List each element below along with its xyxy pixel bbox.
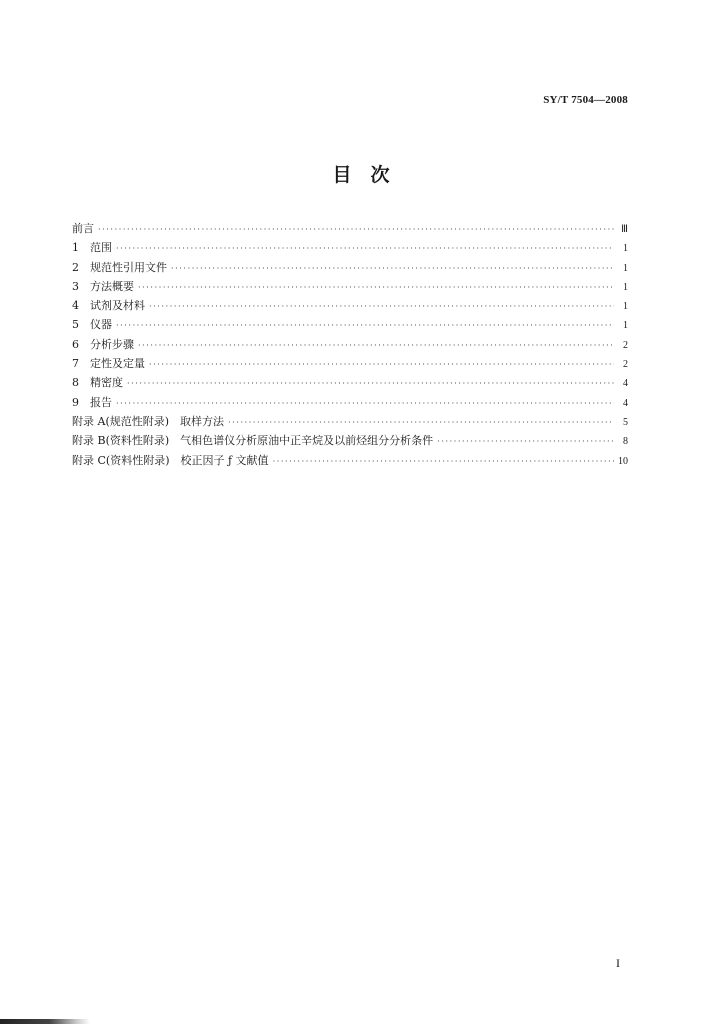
toc-entry-foreword[interactable] — [72, 220, 628, 239]
toc-leader-dots — [149, 360, 614, 369]
toc-entry-page: 2 — [623, 339, 628, 351]
toc-entry-label: 8 精密度 — [72, 376, 123, 390]
toc-entry-label: 7 定性及定量 — [72, 357, 145, 371]
toc-leader-dots — [228, 418, 614, 427]
toc-entry-page: 1 — [623, 320, 628, 332]
toc-entry-page: 1 — [623, 262, 628, 274]
toc-entry-precision[interactable] — [72, 374, 628, 393]
toc-entry-appendix-a[interactable] — [72, 413, 628, 432]
toc-entry-apparatus[interactable] — [72, 316, 628, 335]
toc-entry-page: Ⅲ — [621, 224, 628, 235]
toc-entry-label: 前言 — [72, 222, 94, 235]
toc-entry-reagents[interactable] — [72, 297, 628, 316]
toc-entry-label: 9 报告 — [72, 395, 112, 409]
toc-leader-dots — [116, 321, 614, 330]
toc-entry-page: 4 — [623, 397, 628, 409]
toc-leader-dots — [171, 264, 614, 273]
toc-leader-dots — [116, 244, 614, 253]
toc-entry-page: 1 — [623, 301, 628, 313]
toc-leader-dots — [127, 379, 614, 388]
toc-leader-dots — [138, 283, 614, 292]
toc-entry-label: 5 仪器 — [72, 318, 112, 332]
toc-entry-label: 4 试剂及材料 — [72, 299, 145, 313]
standard-code: SY/T 7504—2008 — [543, 94, 628, 106]
toc-entry-label: 2 规范性引用文件 — [72, 260, 167, 274]
page-number: I — [616, 956, 620, 970]
toc-entry-page: 1 — [623, 243, 628, 255]
toc-leader-dots — [116, 399, 614, 408]
toc-entry-method-summary[interactable] — [72, 278, 628, 297]
toc-entry-report[interactable] — [72, 394, 628, 413]
toc-entry-page: 10 — [618, 455, 628, 467]
toc-leader-dots — [273, 457, 614, 466]
toc-entry-label: 1 范围 — [72, 241, 112, 255]
toc-entry-label: 3 方法概要 — [72, 279, 134, 293]
page-title: 目 次 — [332, 164, 390, 186]
toc-leader-dots — [138, 341, 614, 350]
toc-entry-normative-references[interactable] — [72, 259, 628, 278]
toc-entry-qualitative-quantitative[interactable] — [72, 355, 628, 374]
toc-entry-page: 1 — [623, 281, 628, 293]
toc-entry-appendix-c[interactable] — [72, 452, 628, 471]
scan-artifact — [0, 1019, 90, 1024]
toc-entry-label: 附录 B(资料性附录) 气相色谱仪分析原油中正辛烷及以前烃组分分析条件 — [72, 434, 434, 448]
toc-entry-page: 4 — [623, 378, 628, 390]
toc-entry-label: 附录 A(规范性附录) 取样方法 — [72, 414, 225, 428]
toc-leader-dots — [437, 437, 614, 446]
table-of-contents — [72, 220, 628, 471]
toc-entry-page: 5 — [623, 416, 628, 428]
toc-entry-label: 附录 C(资料性附录) 校正因子 ƒ 文献值 — [72, 453, 269, 467]
toc-entry-page: 2 — [623, 359, 628, 371]
toc-entry-scope[interactable] — [72, 239, 628, 258]
toc-entry-page: 8 — [623, 436, 628, 448]
toc-leader-dots — [98, 225, 614, 234]
toc-entry-appendix-b[interactable] — [72, 432, 628, 451]
toc-leader-dots — [149, 302, 614, 311]
toc-entry-label: 6 分析步骤 — [72, 337, 134, 351]
toc-entry-analysis-steps[interactable] — [72, 336, 628, 355]
